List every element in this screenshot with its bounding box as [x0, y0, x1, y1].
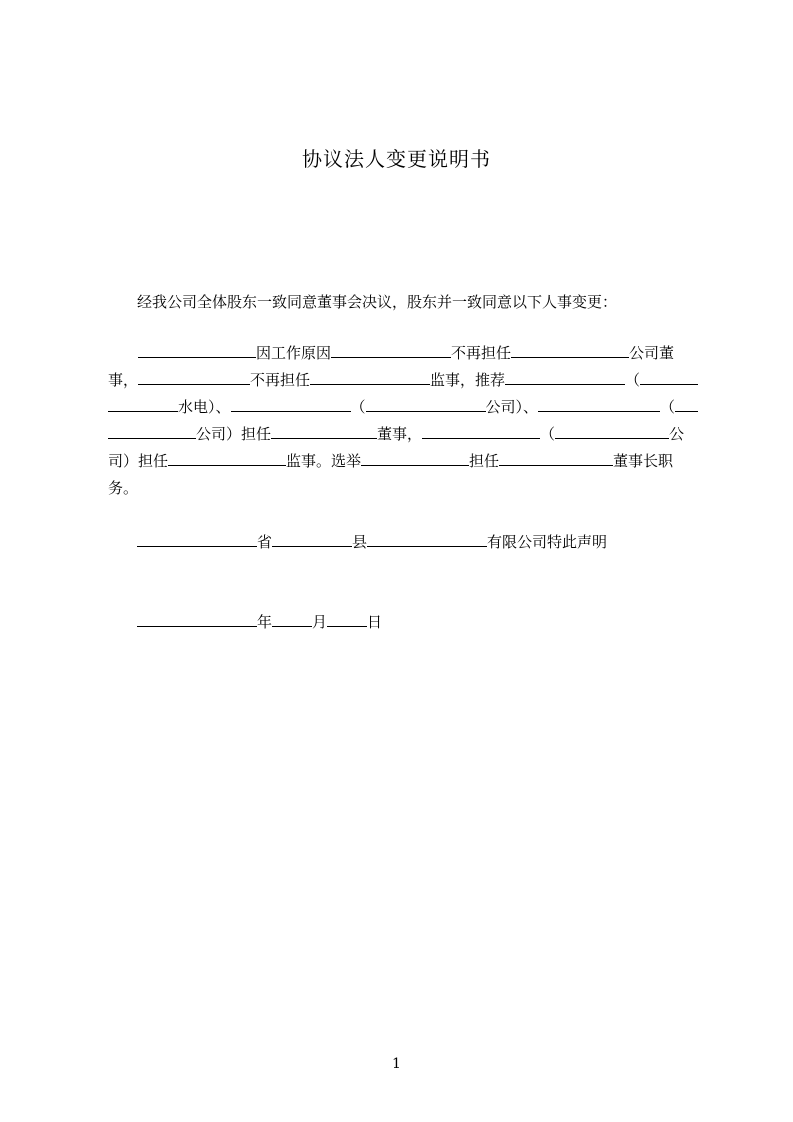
- text-segment: 务。: [108, 479, 139, 497]
- text-segment: 担任: [469, 452, 500, 470]
- text-segment: 董事，: [377, 425, 423, 443]
- text-segment: 公司）、: [485, 398, 539, 416]
- blank-field[interactable]: [138, 343, 256, 358]
- blank-field[interactable]: [555, 424, 669, 439]
- county-blank[interactable]: [272, 532, 352, 547]
- day-blank[interactable]: [327, 612, 367, 627]
- text-segment: （: [660, 398, 676, 416]
- blank-field[interactable]: [511, 343, 629, 358]
- province-label: 省: [257, 533, 273, 551]
- blank-field[interactable]: [310, 370, 430, 385]
- resolution-paragraph: [108, 342, 698, 502]
- blank-field[interactable]: [505, 370, 625, 385]
- year-label: 年: [257, 613, 273, 631]
- blank-field[interactable]: [331, 343, 451, 358]
- year-blank[interactable]: [137, 612, 257, 627]
- blank-field[interactable]: [231, 397, 351, 412]
- blank-field[interactable]: [108, 424, 196, 439]
- blank-field[interactable]: [168, 451, 286, 466]
- text-segment: 公司）担任: [196, 425, 272, 443]
- text-segment: 不再担任: [451, 344, 512, 362]
- blank-field[interactable]: [108, 397, 178, 412]
- page-number: 1: [392, 1056, 401, 1072]
- company-blank[interactable]: [367, 532, 487, 547]
- day-label: 日: [367, 613, 383, 631]
- text-segment: （: [625, 371, 641, 389]
- intro-paragraph: 经我公司全体股东一致同意董事会决议，股东并一致同意以下人事变更：: [137, 293, 618, 311]
- text-segment: 司）担任: [108, 452, 169, 470]
- text-segment: 不再担任: [250, 371, 311, 389]
- paragraph-line-4: [108, 423, 684, 445]
- month-blank[interactable]: [272, 612, 312, 627]
- province-blank[interactable]: [137, 532, 257, 547]
- paragraph-line-3: [108, 396, 698, 418]
- paragraph-line-6: [108, 477, 138, 499]
- declaration-line: [137, 531, 607, 552]
- date-line: [137, 611, 382, 632]
- blank-field[interactable]: [138, 370, 250, 385]
- blank-field[interactable]: [640, 370, 698, 385]
- blank-field[interactable]: [538, 397, 660, 412]
- text-segment: 水电）、: [178, 398, 231, 416]
- month-label: 月: [312, 613, 328, 631]
- text-segment: 监事。选举: [286, 452, 362, 470]
- text-segment: 因工作原因: [256, 344, 332, 362]
- blank-field[interactable]: [422, 424, 540, 439]
- document-title: 协议法人变更说明书: [302, 147, 491, 171]
- paragraph-line-5: [108, 450, 673, 472]
- blank-field[interactable]: [361, 451, 469, 466]
- blank-field[interactable]: [366, 397, 486, 412]
- blank-field[interactable]: [271, 424, 377, 439]
- text-segment: （: [540, 425, 556, 443]
- text-segment: 公: [669, 425, 685, 443]
- text-segment: 监事，推荐: [430, 371, 506, 389]
- county-label: 县: [352, 533, 368, 551]
- text-segment: 公司董: [629, 344, 675, 362]
- paragraph-line-2: [108, 369, 698, 391]
- text-segment: 董事长职: [613, 452, 674, 470]
- text-segment: 事，: [108, 371, 139, 389]
- declaration-text: 有限公司特此声明: [487, 533, 608, 551]
- text-segment: （: [350, 398, 366, 416]
- blank-field[interactable]: [675, 397, 698, 412]
- paragraph-line-1: [138, 342, 674, 364]
- blank-field[interactable]: [499, 451, 613, 466]
